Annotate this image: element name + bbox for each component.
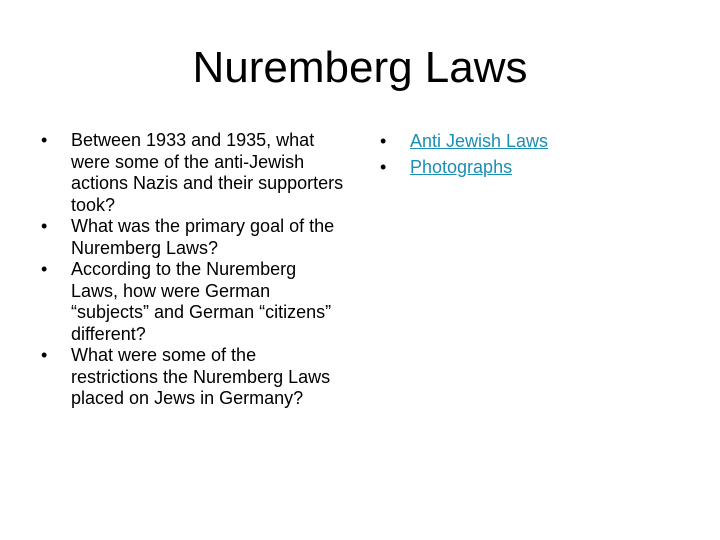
list-item bbox=[36, 130, 346, 216]
links-column bbox=[375, 128, 695, 180]
bullet-icon: • bbox=[41, 130, 48, 150]
bullet-icon: • bbox=[41, 345, 48, 365]
bullet-icon: • bbox=[380, 157, 387, 177]
slide-title: Nuremberg Laws bbox=[192, 43, 528, 92]
bullet-icon: • bbox=[380, 131, 387, 151]
list-item bbox=[375, 154, 695, 180]
question-text: What were some of the restrictions the Nuremberg Laws placed on Jews in Germany? bbox=[71, 345, 331, 408]
questions-column bbox=[36, 130, 346, 410]
list-item bbox=[36, 345, 346, 410]
question-text: According to the Nuremberg Laws, how were German “subjects” and German “citizens” different? bbox=[71, 259, 332, 344]
anti-jewish-laws-link[interactable]: Anti Jewish Laws bbox=[410, 131, 549, 151]
list-item bbox=[36, 259, 346, 345]
question-list bbox=[36, 130, 346, 410]
photographs-link[interactable]: Photographs bbox=[410, 157, 513, 177]
bullet-icon: • bbox=[41, 216, 48, 236]
bullet-icon: • bbox=[41, 259, 48, 279]
list-item bbox=[375, 128, 695, 154]
list-item bbox=[36, 216, 346, 259]
link-list bbox=[375, 128, 695, 180]
question-text: Between 1933 and 1935, what were some of the anti-Jewish actions Nazis and their supporters took? bbox=[71, 130, 344, 215]
question-text: What was the primary goal of the Nuremberg Laws? bbox=[71, 216, 335, 258]
